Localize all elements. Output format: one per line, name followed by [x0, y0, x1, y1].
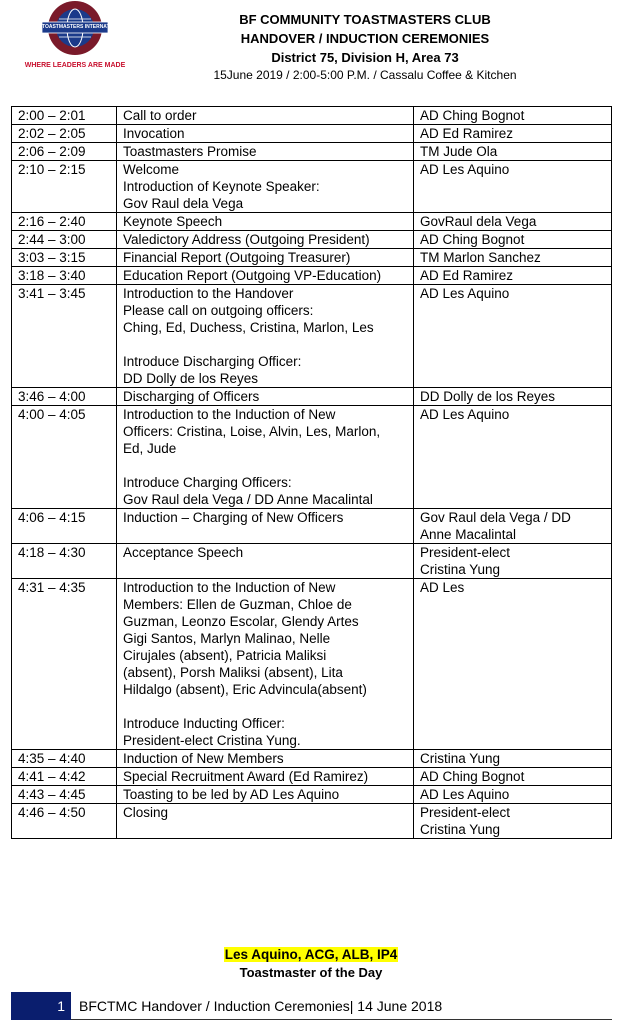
program-table-body: [12, 107, 612, 839]
program-item: Call to order: [117, 107, 414, 125]
program-item: Financial Report (Outgoing Treasurer): [117, 249, 414, 267]
logo-tagline: WHERE LEADERS ARE MADE: [24, 62, 126, 69]
program-assignee: AD Les Aquino: [414, 786, 612, 804]
program-row: [12, 249, 612, 267]
program-table: [11, 106, 612, 839]
program-time: 2:02 – 2:05: [12, 125, 117, 143]
program-time: 2:16 – 2:40: [12, 213, 117, 231]
page-number: 1: [11, 992, 71, 1020]
program-time: 4:35 – 4:40: [12, 750, 117, 768]
program-assignee: President-elect Cristina Yung: [414, 544, 612, 579]
program-assignee: TM Marlon Sanchez: [414, 249, 612, 267]
program-item: Discharging of Officers: [117, 388, 414, 406]
program-row: [12, 406, 612, 509]
program-time: 3:03 – 3:15: [12, 249, 117, 267]
program-item: Valedictory Address (Outgoing President): [117, 231, 414, 249]
program-row: [12, 768, 612, 786]
page-footer: [11, 992, 612, 1020]
program-item: Welcome Introduction of Keynote Speaker: Gov Raul dela Vega: [117, 161, 414, 213]
program-row: [12, 786, 612, 804]
program-time: 3:46 – 4:00: [12, 388, 117, 406]
program-row: [12, 804, 612, 839]
toastmaster-of-the-day: [0, 946, 622, 980]
program-assignee: AD Ching Bognot: [414, 231, 612, 249]
event-date-venue: 15June 2019 / 2:00-5:00 P.M. / Cassalu Coffee & Kitchen: [213, 68, 517, 82]
program-time: 4:43 – 4:45: [12, 786, 117, 804]
logo-ring-text: TOASTMASTERS INTERNATIONAL: [42, 24, 126, 30]
program-assignee: AD Les Aquino: [414, 406, 612, 509]
program-item: Keynote Speech: [117, 213, 414, 231]
program-time: 4:18 – 4:30: [12, 544, 117, 579]
program-assignee: AD Ed Ramirez: [414, 125, 612, 143]
program-item: Invocation: [117, 125, 414, 143]
program-item: Introduction to the Induction of New Officers: Cristina, Loise, Alvin, Les, Marlon, Ed, Jude Introduce Charging Officers: Gov Raul dela Vega / DD Anne Macalintal: [117, 406, 414, 509]
program-time: 2:00 – 2:01: [12, 107, 117, 125]
footer-rule: [71, 1019, 612, 1020]
program-time: 4:41 – 4:42: [12, 768, 117, 786]
program-assignee: President-elect Cristina Yung: [414, 804, 612, 839]
program-row: [12, 267, 612, 285]
program-item: Education Report (Outgoing VP-Education): [117, 267, 414, 285]
program-item: Introduction to the Induction of New Members: Ellen de Guzman, Chloe de Guzman, Leonzo Escolar, Glendy Artes Gigi Santos, Marlyn Malinao, Nelle Cirujales (absent), Patricia Maliksi (absent), Porsh Maliksi (absent), Lita Hildalgo (absent), Eric Advincula(absent) Introduce Inducting Officer: President-elect Cristina Yung.: [117, 579, 414, 750]
program-item: Special Recruitment Award (Ed Ramirez): [117, 768, 414, 786]
program-item: Closing: [117, 804, 414, 839]
program-row: [12, 125, 612, 143]
program-assignee: TM Jude Ola: [414, 143, 612, 161]
program-item: Induction – Charging of New Officers: [117, 509, 414, 544]
program-row: [12, 107, 612, 125]
footer-text: BFCTMC Handover / Induction Ceremonies| 14 June 2018: [79, 998, 443, 1014]
program-time: 3:18 – 3:40: [12, 267, 117, 285]
toastmaster-role: Toastmaster of the Day: [239, 965, 383, 980]
program-row: [12, 509, 612, 544]
program-assignee: DD Dolly de los Reyes: [414, 388, 612, 406]
program-time: 2:06 – 2:09: [12, 143, 117, 161]
program-assignee: Cristina Yung: [414, 750, 612, 768]
program-row: [12, 388, 612, 406]
program-item: Toasting to be led by AD Les Aquino: [117, 786, 414, 804]
program-time: 2:10 – 2:15: [12, 161, 117, 213]
toastmaster-name: Les Aquino, ACG, ALB, IP4: [224, 947, 398, 962]
program-time: 4:00 – 4:05: [12, 406, 117, 509]
program-time: 3:41 – 3:45: [12, 285, 117, 388]
program-time: 2:44 – 3:00: [12, 231, 117, 249]
program-row: [12, 213, 612, 231]
program-time: 4:31 – 4:35: [12, 579, 117, 750]
program-row: [12, 579, 612, 750]
program-row: [12, 285, 612, 388]
program-item: Induction of New Members: [117, 750, 414, 768]
program-assignee: AD Les Aquino: [414, 285, 612, 388]
program-assignee: AD Les Aquino: [414, 161, 612, 213]
program-item: Introduction to the Handover Please call on outgoing officers: Ching, Ed, Duchess, Cristina, Marlon, Les Introduce Discharging Officer: DD Dolly de los Reyes: [117, 285, 414, 388]
program-row: [12, 143, 612, 161]
program-assignee: AD Ed Ramirez: [414, 267, 612, 285]
program-assignee: AD Ching Bognot: [414, 768, 612, 786]
toastmasters-logo: [14, 0, 136, 74]
program-row: [12, 544, 612, 579]
program-time: 4:06 – 4:15: [12, 509, 117, 544]
program-assignee: AD Ching Bognot: [414, 107, 612, 125]
program-item: Toastmasters Promise: [117, 143, 414, 161]
document-header: [150, 10, 580, 84]
program-row: [12, 161, 612, 213]
program-assignee: GovRaul dela Vega: [414, 213, 612, 231]
program-assignee: Gov Raul dela Vega / DD Anne Macalintal: [414, 509, 612, 544]
event-title: HANDOVER / INDUCTION CEREMONIES: [240, 31, 490, 46]
district-info: District 75, Division H, Area 73: [271, 50, 459, 65]
program-time: 4:46 – 4:50: [12, 804, 117, 839]
program-row: [12, 231, 612, 249]
program-row: [12, 750, 612, 768]
club-name: BF COMMUNITY TOASTMASTERS CLUB: [239, 12, 491, 27]
program-item: Acceptance Speech: [117, 544, 414, 579]
program-assignee: AD Les: [414, 579, 612, 750]
